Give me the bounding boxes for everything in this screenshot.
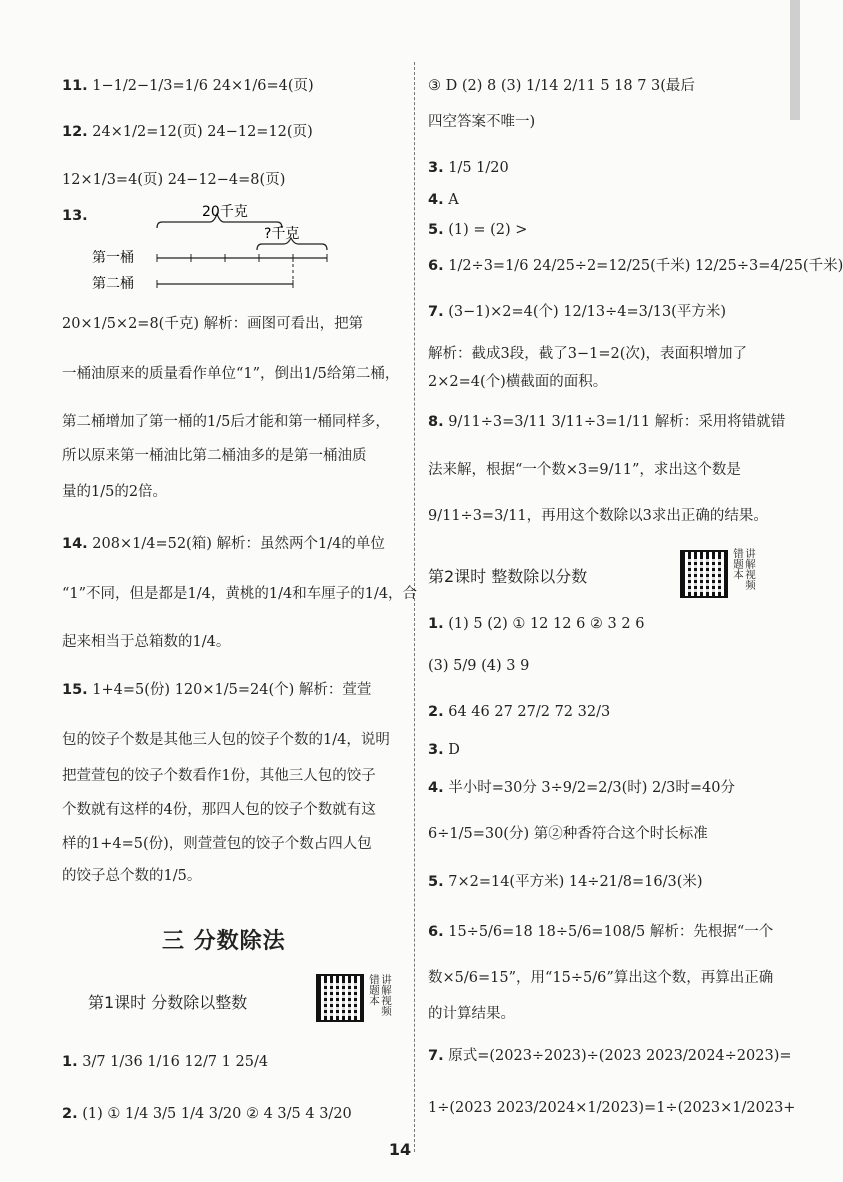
answer-line: 2×2=4(个)横截面的面积。 [428, 374, 608, 390]
answer-line: 6. 15÷5/6=18 18÷5/6=108/5 解析：先根据“一个 [428, 924, 774, 940]
answer-line: 3. 1/5 1/20 [428, 160, 509, 176]
answer-line: 1÷(2023 2023/2024×1/2023)=1÷(2023×1/2023+ [428, 1100, 796, 1116]
answer-line: 7. (3−1)×2=4(个) 12/13÷4=3/13(平方米) [428, 304, 726, 320]
lesson-title: 第2课时 整数除以分数 [428, 567, 588, 586]
answer-line: 5. 7×2=14(平方米) 14÷21/8=16/3(米) [428, 874, 703, 890]
answer-line: 12. 24×1/2=12(页) 24−12=12(页) [62, 124, 313, 140]
total-label: 20千克 [202, 204, 248, 220]
answer-line: 8. 9/11÷3=3/11 3/11÷3=1/11 解析：采用将错就错 [428, 414, 786, 430]
answer-line: 2. 64 46 27 27/2 72 32/3 [428, 704, 611, 720]
answer-line: 的饺子总个数的1/5。 [62, 868, 202, 884]
answer-line: 把萱萱包的饺子个数看作1份，其他三人包的饺子 [62, 768, 376, 784]
answer-line: 6. 1/2÷3=1/6 24/25÷2=12/25(千米) 12/25÷3=4/25(千米) [428, 258, 843, 274]
answer-line: 6÷1/5=30(分) 第②种香符合这个时长标准 [428, 826, 708, 842]
answer-line: 数×5/6=15”，用“15÷5/6”算出这个数，再算出正确 [428, 970, 774, 986]
answer-line: 14. 208×1/4=52(箱) 解析：虽然两个1/4的单位 [62, 536, 385, 552]
answer-line: 5. (1) = (2) > [428, 222, 528, 238]
bar-diagram [92, 200, 352, 296]
page-edge-shadow [790, 0, 800, 120]
answer-line: 起来相当于总箱数的1/4。 [62, 634, 231, 650]
row1-label: 第一桶 [92, 250, 134, 266]
qr-code-icon[interactable] [316, 974, 364, 1022]
answer-line: 所以原来第一桶油比第二桶油多的是第一桶油质 [62, 448, 367, 464]
unknown-label: ?千克 [264, 226, 300, 242]
answer-line: 11. 1−1/2−1/3=1/6 24×1/6=4(页) [62, 78, 314, 94]
answer-line: 解析：截成3段，截了3−1=2(次)，表面积增加了 [428, 346, 748, 362]
qr-code-icon[interactable] [680, 550, 728, 598]
answer-line: 3. D [428, 742, 460, 758]
answer-line: 20×1/5×2=8(千克) 解析：画图可看出，把第 [62, 316, 364, 332]
answer-line: 12×1/3=4(页) 24−12−4=8(页) [62, 172, 286, 188]
answer-line: 9/11÷3=3/11，再用这个数除以3求出正确的结果。 [428, 508, 768, 524]
answer-line: 个数就有这样的4份，那四人包的饺子个数就有这 [62, 802, 376, 818]
answer-line: 一桶油原来的质量看作单位“1”，倒出1/5给第二桶， [62, 366, 400, 382]
answer-line: ③ D (2) 8 (3) 1/14 2/11 5 18 7 3(最后 [428, 78, 695, 94]
answer-line: 7. 原式=(2023÷2023)÷(2023 2023/2024÷2023)= [428, 1048, 792, 1064]
answer-line: “1”不同，但是都是1/4，黄桃的1/4和车厘子的1/4，合 [62, 586, 418, 602]
column-divider [414, 62, 415, 1152]
answer-line: 法来解，根据“一个数×3=9/11”，求出这个数是 [428, 462, 741, 478]
answer-line: 4. 半小时=30分 3÷9/2=2/3(时) 2/3时=40分 [428, 780, 735, 796]
page-number: 14 [388, 1140, 412, 1159]
answer-line: 2. (1) ① 1/4 3/5 1/4 3/20 ② 4 3/5 4 3/20 [62, 1106, 352, 1122]
lesson-title: 第1课时 分数除以整数 [88, 993, 248, 1012]
answer-line: 1. 3/7 1/36 1/16 12/7 1 25/4 [62, 1054, 269, 1070]
answer-line: 四空答案不唯一) [428, 114, 536, 130]
answer-line: 1. (1) 5 (2) ① 12 12 6 ② 3 2 6 [428, 616, 645, 632]
answer-line: 量的1/5的2倍。 [62, 484, 168, 500]
qr-label: 讲解视频 错题本 [368, 974, 392, 1016]
qr-label: 讲解视频 错题本 [732, 548, 756, 590]
answer-line: 13. [62, 208, 88, 224]
answer-line: 第二桶增加了第一桶的1/5后才能和第一桶同样多， [62, 414, 390, 430]
answer-line: 4. A [428, 192, 459, 208]
answer-line: 15. 1+4=5(份) 120×1/5=24(个) 解析：萱萱 [62, 682, 372, 698]
answer-line: 包的饺子个数是其他三人包的饺子个数的1/4，说明 [62, 732, 390, 748]
section-title: 三 分数除法 [162, 929, 286, 954]
answer-line: 样的1+4=5(份)，则萱萱包的饺子个数占四人包 [62, 836, 372, 852]
row2-label: 第二桶 [92, 276, 134, 292]
answer-line: (3) 5/9 (4) 3 9 [428, 658, 530, 674]
answer-line: 的计算结果。 [428, 1006, 515, 1022]
